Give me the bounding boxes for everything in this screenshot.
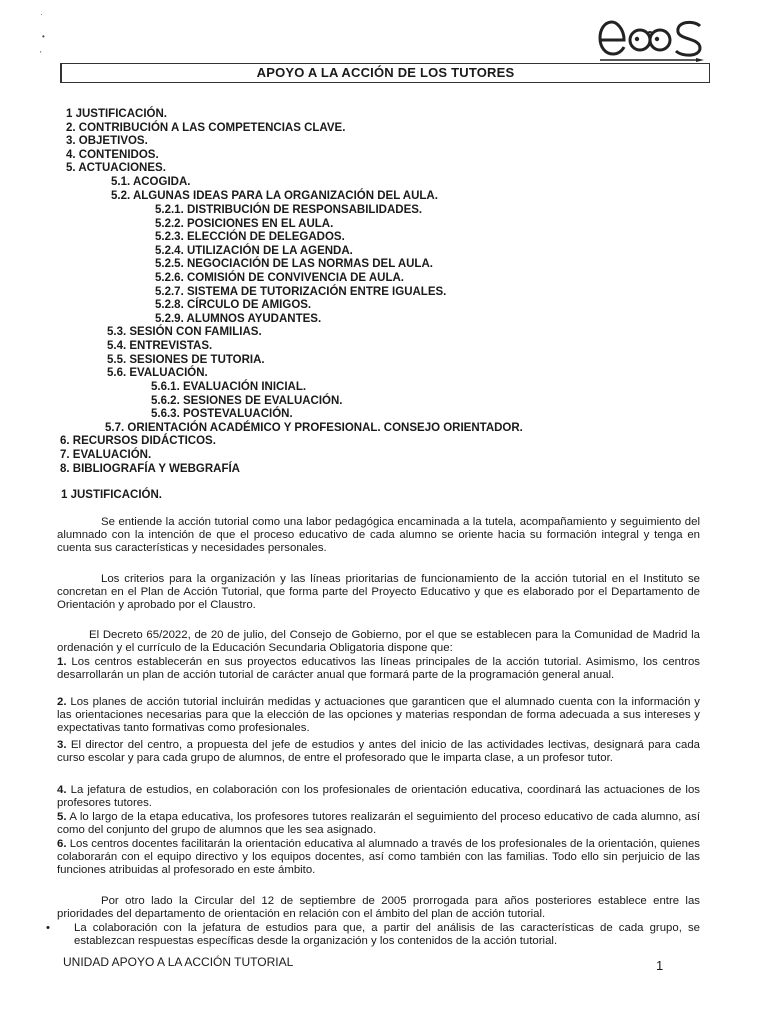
scan-mark: · [40, 10, 43, 19]
toc-item: 2. CONTRIBUCIÓN A LAS COMPETENCIAS CLAVE. [66, 122, 346, 134]
toc-item: 5.1. ACOGIDA. [111, 176, 191, 188]
item-text: A lo largo de la etapa educativa, los profesores tutores realizarán el seguimiento del proceso educativo de cada alumno, así como del conjunto del grupo de alumnos que les sea asignado. [57, 811, 700, 837]
numbered-item [57, 696, 700, 736]
toc-item: 4. CONTENIDOS. [66, 149, 159, 161]
scan-mark: ' [40, 50, 42, 59]
toc-item: 5.2.6. COMISIÓN DE CONVIVENCIA DE AULA. [155, 272, 404, 284]
item-number: 3. [57, 739, 67, 751]
item-text: Los planes de acción tutorial incluirán medidas y actuaciones que garanticen que el alumnado cuenta con la información y las orientaciones necesarias para que la elección de las opciones y materias respondan de forma adecuada a sus intereses y expectativas tanto formativas como profesionales. [57, 696, 700, 735]
section-heading: 1 JUSTIFICACIÓN. [61, 489, 162, 501]
title-box [60, 63, 710, 83]
toc-item: 5. ACTUACIONES. [66, 162, 166, 174]
item-text: Los centros docentes facilitarán la orientación educativa al alumnado a través de los profesionales de la orientación, quienes colaborarán con el equipo directivo y los equipos docentes, así como también con las familias. Todo ello sin perjuicio de las funciones atribuidas al profesorado en este ámbito. [57, 838, 700, 877]
page-footer: UNIDAD APOYO A LA ACCIÓN TUTORIAL [63, 955, 294, 969]
paragraph [57, 516, 700, 556]
paragraph-text: Los criterios para la organización y las líneas prioritarias de funcionamiento de la acción tutorial en el Instituto se concretan en el Plan de Acción Tutorial, que forma parte del Proyecto Educativo y que es elaborado por el Departamento de Orientación y aprobado por el Claustro. [57, 573, 700, 612]
paragraph-text: Por otro lado la Circular del 12 de septiembre de 2005 prorrogada para años posteriores establece entre las prioridades del departamento de orientación en relación con el ámbito del plan de acción tutorial. [57, 895, 700, 921]
toc-item: 7. EVALUACIÓN. [60, 449, 152, 461]
paragraph-text: El Decreto 65/2022, de 20 de julio, del Consejo de Gobierno, por el que se establecen para la Comunidad de Madrid la ordenación y el currículo de la Educación Secundaria Obligatoria dispone que: [57, 629, 700, 655]
toc-item: 3. OBJETIVOS. [66, 135, 148, 147]
list-item-text: La colaboración con la jefatura de estudios para que, a partir del análisis de las características de cada grupo, se establezcan respuestas específicas desde la organización y los contenidos de la acción tutorial. [74, 922, 700, 948]
toc-item: 5.4. ENTREVISTAS. [107, 340, 213, 352]
toc-item: 5.2.1. DISTRIBUCIÓN DE RESPONSABILIDADES. [155, 204, 423, 216]
item-number: 5. [57, 811, 67, 823]
paragraph [57, 895, 700, 921]
item-text: El director del centro, a propuesta del jefe de estudios y antes del inicio de las actividades lectivas, designará para cada curso escolar y para cada grupo de alumnos, de entre el profesorado que le imparta clase, a un profesor tutor. [57, 739, 700, 765]
paragraph-text: Se entiende la acción tutorial como una labor pedagógica encaminada a la tutela, acompañamiento y seguimiento del alumnado con la intención de que el proceso educativo de cada alumno se oriente hacia su formación integral y tenga en cuenta sus características y necesidades personales. [57, 516, 700, 555]
eos-glasses-logo-icon [596, 10, 708, 64]
page-number: 1 [656, 958, 664, 973]
numbered-item [57, 656, 700, 682]
toc-item: 5.6. EVALUACIÓN. [107, 367, 208, 379]
item-number: 6. [57, 838, 67, 850]
bullet-icon: • [46, 922, 50, 934]
toc-item: 5.3. SESIÓN CON FAMILIAS. [107, 326, 262, 338]
item-text: Los centros establecerán en sus proyectos educativos las líneas principales de la acción tutorial. Asimismo, los centros desarrollarán un plan de acción tutorial de carácter anual que formará parte de la programación general anual. [57, 656, 700, 682]
numbered-item [57, 838, 700, 878]
toc-item: 5.2.7. SISTEMA DE TUTORIZACIÓN ENTRE IGUALES. [155, 286, 447, 298]
toc-item: 8. BIBLIOGRAFÍA Y WEBGRAFÍA [60, 463, 240, 475]
toc-item: 5.5. SESIONES DE TUTORIA. [107, 354, 265, 366]
paragraph [57, 573, 700, 613]
toc-item: 1 JUSTIFICACIÓN. [66, 108, 167, 120]
toc-item: 5.7. ORIENTACIÓN ACADÉMICO Y PROFESIONAL. CONSEJO ORIENTADOR. [105, 422, 523, 434]
toc-item: 5.2.4. UTILIZACIÓN DE LA AGENDA. [155, 245, 353, 257]
numbered-item [57, 811, 700, 837]
toc-item: 5.6.3. POSTEVALUACIÓN. [151, 408, 293, 420]
numbered-item [57, 784, 700, 810]
document-title: APOYO A LA ACCIÓN DE LOS TUTORES [256, 65, 515, 80]
scan-mark: • [42, 32, 45, 41]
item-number: 4. [57, 784, 67, 796]
toc-item: 6. RECURSOS DIDÁCTICOS. [60, 435, 216, 447]
toc-item: 5.2.8. CÍRCULO DE AMIGOS. [155, 299, 312, 311]
toc-item: 5.2.9. ALUMNOS AYUDANTES. [155, 313, 322, 325]
toc-item: 5.2. ALGUNAS IDEAS PARA LA ORGANIZACIÓN DEL AULA. [111, 190, 438, 202]
toc-item: 5.2.3. ELECCIÓN DE DELEGADOS. [155, 231, 345, 243]
item-text: La jefatura de estudios, en colaboración con los profesionales de orientación educativa, coordinará las actuaciones de los profesores tutores. [57, 784, 700, 810]
paragraph [57, 629, 700, 655]
item-number: 2. [57, 696, 67, 708]
toc-item: 5.6.2. SESIONES DE EVALUACIÓN. [151, 395, 343, 407]
numbered-item [57, 739, 700, 765]
toc-item: 5.2.2. POSICIONES EN EL AULA. [155, 218, 334, 230]
item-number: 1. [57, 656, 67, 668]
toc-item: 5.6.1. EVALUACIÓN INICIAL. [151, 381, 307, 393]
toc-item: 5.2.5. NEGOCIACIÓN DE LAS NORMAS DEL AULA. [155, 258, 433, 270]
